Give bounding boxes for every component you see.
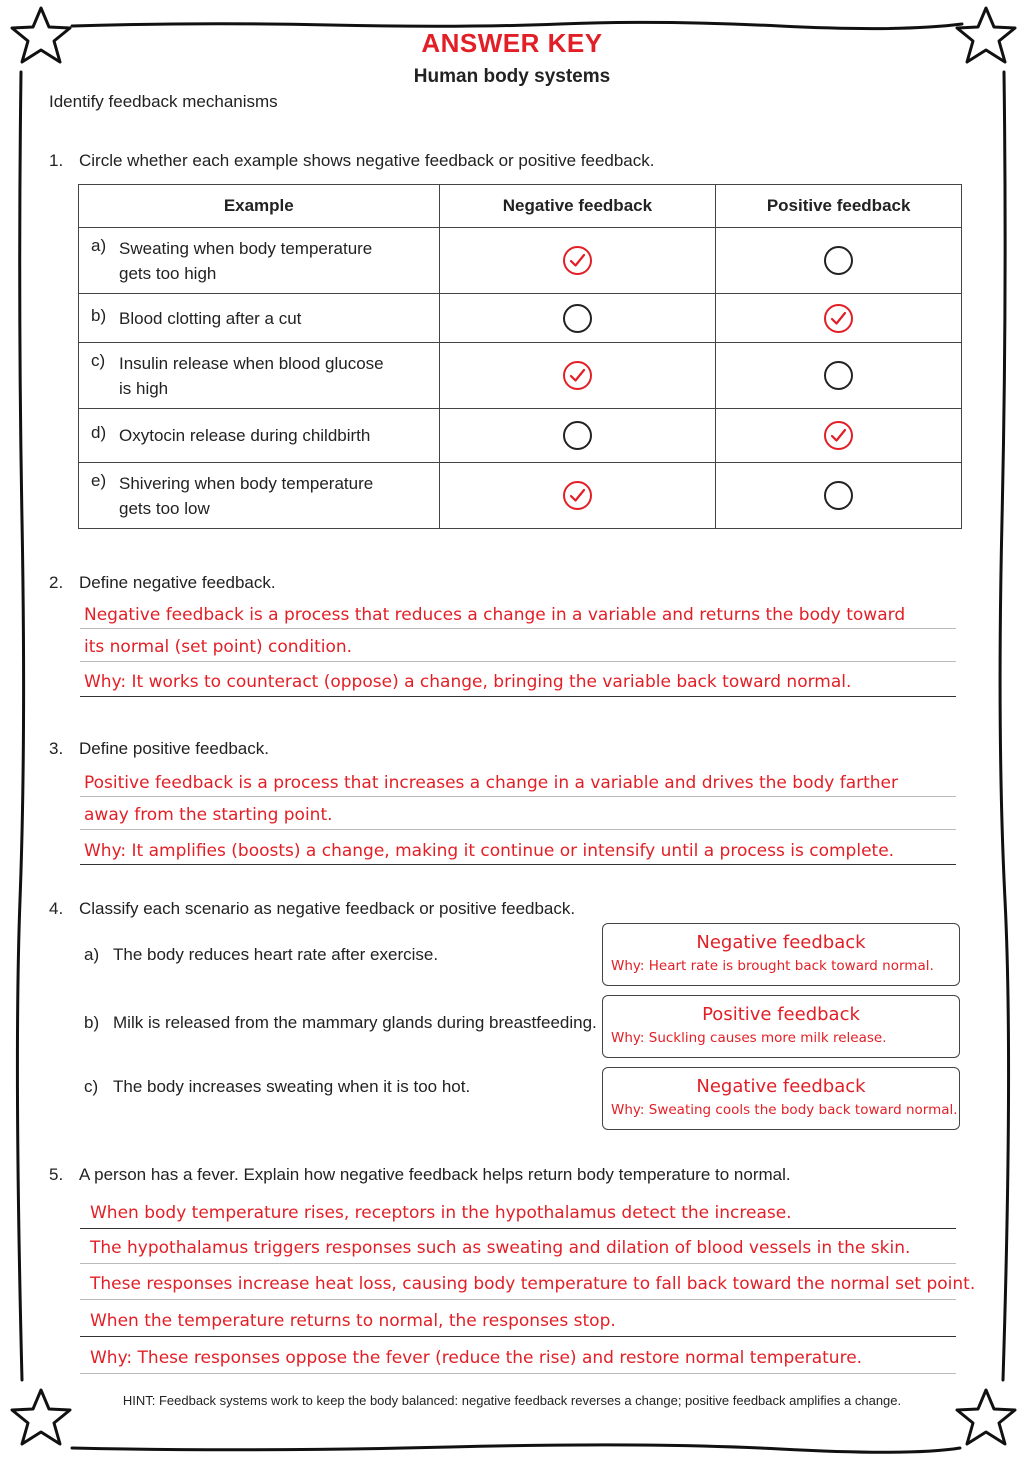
- question-text: A person has a fever. Explain how negative feedback helps return body temperature to normal.: [79, 1165, 791, 1184]
- negative-circle-checked[interactable]: [563, 361, 592, 390]
- answer-rule: [80, 1263, 956, 1264]
- question-1-prompt: [49, 151, 655, 171]
- scenario-c: [84, 1077, 470, 1097]
- question-4-prompt: [49, 899, 575, 919]
- answer-rule: [80, 1228, 956, 1229]
- question-5-prompt: [49, 1165, 791, 1185]
- table-row: [79, 463, 962, 529]
- negative-circle[interactable]: [563, 304, 592, 333]
- example-line: Insulin release when blood glucose: [119, 353, 384, 373]
- example-cell: [79, 228, 440, 294]
- positive-circle-checked[interactable]: [824, 304, 853, 333]
- question-text: Define negative feedback.: [79, 573, 276, 592]
- table-row: [79, 228, 962, 294]
- classification-answer: Negative feedback: [696, 932, 866, 953]
- positive-circle[interactable]: [824, 361, 853, 390]
- negative-circle-checked[interactable]: [563, 481, 592, 510]
- table-row: [79, 409, 962, 463]
- question-text: Circle whether each example shows negative feedback or positive feedback.: [79, 151, 655, 170]
- positive-circle[interactable]: [824, 481, 853, 510]
- worksheet-instruction: Identify feedback mechanisms: [49, 92, 278, 111]
- table-row: [79, 343, 962, 409]
- q5-answer-line: When the temperature returns to normal, the responses stop.: [90, 1311, 616, 1331]
- row-label: c): [91, 350, 106, 370]
- classification-answer: Positive feedback: [702, 1004, 860, 1025]
- scenario-text: Milk is released from the mammary glands during breastfeeding.: [113, 1013, 597, 1032]
- hint-text: HINT: Feedback systems work to keep the body balanced: negative feedback reverses a change; positive feedback amplifies a change.: [122, 1393, 902, 1408]
- scenario-text: The body increases sweating when it is too hot.: [113, 1077, 471, 1096]
- negative-circle-checked[interactable]: [563, 246, 592, 275]
- example-line: Shivering when body temperature: [119, 473, 374, 493]
- border-bottom: [72, 1445, 960, 1452]
- q2-answer-line-1: Negative feedback is a process that reduces a change in a variable and returns the body toward: [84, 605, 906, 625]
- answer-rule: [80, 1299, 956, 1300]
- classification-why: Why: Heart rate is brought back toward normal.: [611, 958, 934, 974]
- border-left: [17, 72, 23, 1380]
- q5-answer-line: When body temperature rises, receptors in the hypothalamus detect the increase.: [90, 1203, 792, 1223]
- header-positive: Positive feedback: [716, 185, 962, 228]
- example-cell: [79, 463, 440, 529]
- row-label: e): [91, 470, 107, 490]
- answer-rule: [80, 628, 956, 629]
- example-line: gets too low: [119, 498, 210, 518]
- classification-why: Why: Suckling causes more milk release.: [611, 1030, 887, 1046]
- scenario-label: b): [84, 1013, 100, 1032]
- q3-answer-line-1: Positive feedback is a process that increases a change in a variable and drives the body farther: [84, 773, 899, 793]
- classification-box: [602, 995, 960, 1058]
- classification-box: [602, 923, 960, 986]
- example-cell: [79, 294, 440, 343]
- classification-answer: Negative feedback: [696, 1076, 866, 1097]
- header-negative: Negative feedback: [439, 185, 716, 228]
- question-number: 1.: [49, 151, 64, 170]
- row-label: b): [91, 305, 107, 325]
- example-line: gets too high: [119, 263, 217, 283]
- border-right: [1000, 72, 1008, 1380]
- scenario-label: c): [84, 1077, 99, 1096]
- question-number: 4.: [49, 899, 64, 918]
- example-line: Sweating when body temperature: [119, 238, 373, 258]
- positive-circle-checked[interactable]: [824, 421, 853, 450]
- q5-answer-line: These responses increase heat loss, causing body temperature to fall back toward the normal set point.: [90, 1274, 976, 1294]
- question-number: 3.: [49, 739, 64, 758]
- classification-why: Why: Sweating cools the body back toward normal.: [611, 1102, 958, 1118]
- q5-answer-line: The hypothalamus triggers responses such as sweating and dilation of blood vessels in the skin.: [90, 1238, 911, 1258]
- example-line: is high: [119, 378, 169, 398]
- negative-circle[interactable]: [563, 421, 592, 450]
- row-label: a): [91, 235, 107, 255]
- q3-why-line: Why: It amplifies (boosts) a change, making it continue or intensify until a process is complete.: [84, 841, 895, 861]
- answer-key-title: ANSWER KEY: [421, 28, 603, 58]
- answer-rule: [80, 1336, 956, 1337]
- question-text: Classify each scenario as negative feedback or positive feedback.: [79, 899, 576, 918]
- table-header-row: [79, 185, 962, 228]
- answer-rule: [80, 1373, 956, 1374]
- scenario-text: The body reduces heart rate after exercise.: [113, 945, 439, 964]
- scenario-b: [84, 1013, 597, 1033]
- worksheet-subtitle: Human body systems: [413, 66, 611, 87]
- positive-circle[interactable]: [824, 246, 853, 275]
- q3-answer-line-2: away from the starting point.: [84, 805, 333, 825]
- q5-why-line: Why: These responses oppose the fever (reduce the rise) and restore normal temperature.: [90, 1348, 863, 1368]
- question-number: 2.: [49, 573, 64, 592]
- example-line: Oxytocin release during childbirth: [119, 426, 371, 445]
- row-label: d): [91, 423, 107, 442]
- header-example: Example: [79, 185, 440, 228]
- scenario-label: a): [84, 945, 100, 964]
- classification-box: [602, 1067, 960, 1130]
- question-2-prompt: [49, 573, 276, 593]
- answer-rule: [80, 661, 956, 662]
- question-number: 5.: [49, 1165, 64, 1184]
- q2-why-line: Why: It works to counteract (oppose) a change, bringing the variable back toward normal.: [84, 672, 852, 692]
- q2-answer-line-2: its normal (set point) condition.: [84, 637, 353, 657]
- question-text: Define positive feedback.: [79, 739, 269, 758]
- answer-rule: [80, 796, 956, 797]
- answer-rule: [80, 829, 956, 830]
- example-line: Blood clotting after a cut: [119, 308, 302, 328]
- table-row: [79, 294, 962, 343]
- question-3-prompt: [49, 739, 269, 759]
- example-cell: [79, 409, 440, 463]
- example-cell: [79, 343, 440, 409]
- scenario-a: [84, 945, 438, 965]
- feedback-table: [78, 184, 962, 529]
- answer-rule: [80, 864, 956, 865]
- answer-rule: [80, 696, 956, 697]
